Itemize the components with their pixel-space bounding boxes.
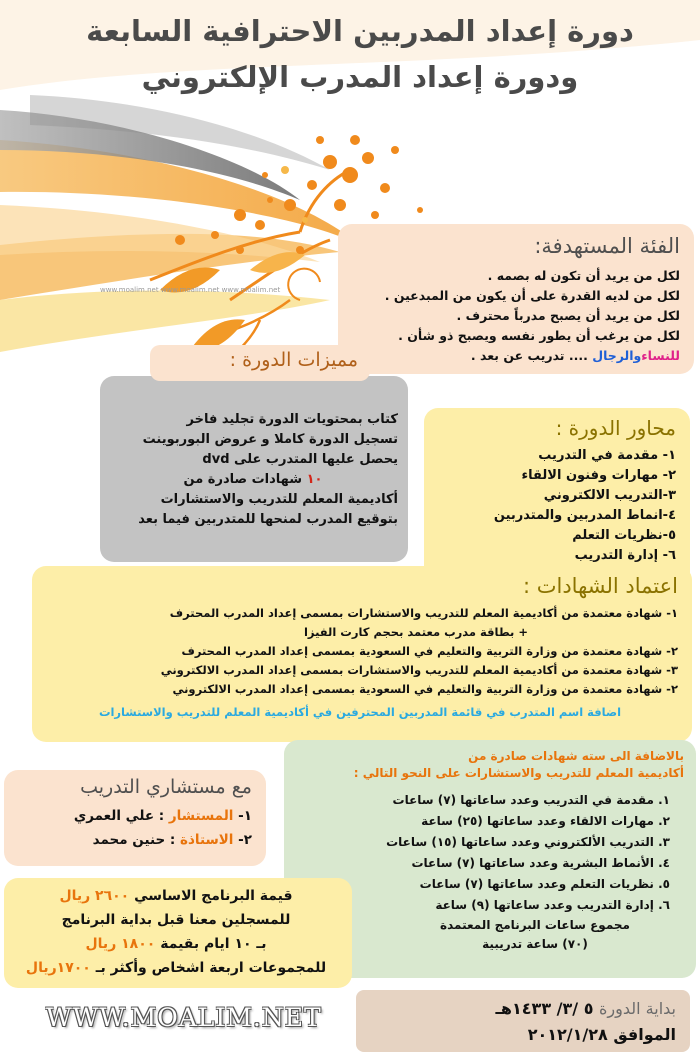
feature-line: بتوقيع المدرب لمنحها للمتدربين فيما بعد [138,512,398,527]
feature-line: يحصل عليها المتدرب على dvd [202,452,398,467]
base-price-value: ٢٦٠٠ ريال [59,888,130,904]
certificate-item: + بطاقة مدرب معتمد بحجم كارت الفيزا [303,625,528,639]
price-line [12,884,340,908]
certificate-item: ٢- شهادة معتمدة من وزارة التربية والتعليم في السعودية بمسمى إعداد المدرب المحترف [181,644,678,658]
feature-line [108,470,398,490]
course-axis-item: ٥-نظريات التعلم [572,528,676,543]
extra-certificate-item: ٦. إدارة التدريب وعدد ساعاتها (٩) ساعة [435,898,670,912]
start-date-box [356,990,690,1052]
consultant-title: المستشار [168,808,234,824]
course-axis-item: ٣-التدريب الالكتروني [543,488,676,503]
target-group-item: لكل من يرغب أن يطور نفسه ويصبح ذو شأن . [398,328,680,343]
feature-certificates-label: شهادات صادرة من [183,472,303,487]
features-box [100,376,408,562]
total-hours-label: مجموع ساعات البرنامج المعتمدة [440,918,630,932]
price-line: للمسجلين معنا قبل بداية البرنامج [61,912,291,928]
extra-certificate-item: ١. مقدمة في التدريب وعدد ساعاتها (٧) ساعات [392,793,670,807]
footer-website: WWW.MOALIM.NET [46,1003,322,1032]
course-axes-heading: محاور الدورة : [555,416,676,440]
certificates-heading: اعتماد الشهادات : [522,574,678,598]
target-group-audience [348,346,680,366]
course-axes-box [424,408,690,588]
title-line-2: ودورة إعداد المدرب الإلكتروني [141,60,579,94]
target-group-item: لكل من يريد أن تكون له بصمه . [487,268,680,283]
consultant-title: الاستاذة [180,832,234,848]
consultant-number: ٢- [238,832,252,848]
consultants-box [4,770,266,866]
consultant-name: : حنين محمد [92,832,176,848]
total-hours-value: (٧٠) ساعة تدريبية [482,937,588,951]
certificate-item: ١- شهادة معتمدة من أكاديمية المعلم للتدريب والاستشارات بمسمى إعداد المدرب المحترف [169,606,678,620]
base-price-label: قيمة البرنامج الاساسي [134,888,293,904]
feature-line: تسجيل الدورة كاملا و عروض البوربوينت [142,432,398,447]
certificates-note: اضافة اسم المتدرب في قائمة المدربين المحترفين في أكاديمية المعلم للتدريب والاستشارات [98,705,622,719]
page-title [60,8,660,100]
price-line [12,956,340,980]
watermark-text: www.moalim.net [221,286,281,294]
feature-line: أكاديمية المعلم للتدريب والاستشارات [160,492,398,507]
target-group-item: لكل من لديه القدرة على أن يكون من المبدعين . [384,288,680,303]
start-date-hijri: ٥ /٣/ ١٤٣٣هـ [495,999,594,1018]
consultant-item [14,804,252,828]
target-group-box [338,224,694,374]
consultants-heading: مع مستشاري التدريب [80,776,252,798]
extra-certificate-item: ٢. مهارات الالقاء وعدد ساعاتها (٢٥) ساعة [421,814,670,828]
features-heading: مميزات الدورة : [229,349,358,371]
certificate-item: ٣- شهادة معتمدة من أكاديمية المعلم للتدريب والاستشارات بمسمى إعداد المدرب الالكتروني [160,663,678,677]
extra-heading-line: أكاديمية المعلم للتدريب والاستشارات على النحو التالي : [353,766,684,780]
target-group-item: لكل من يريد أن يصبح مدرباً محترف . [456,308,680,323]
women-label: للنساء [641,348,680,363]
men-label: والرجال [592,348,642,363]
course-axis-item: ١- مقدمة في التدريب [538,448,676,463]
early-price-value: ١٨٠٠ ريال [85,936,156,952]
certificate-count: ١٠ [306,472,323,487]
start-date-line [366,996,676,1022]
watermark-text: www.moalim.net [160,286,220,294]
extra-heading-line: بالاضافة الى سته شهادات صادرة من [468,749,684,763]
course-axis-item: ٤-انماط المدربين والمتدربين [493,508,676,523]
consultant-number: ١- [238,808,252,824]
extra-certificate-item: ٣. التدريب الألكتروني وعدد ساعاتها (١٥) ساعات [386,835,670,849]
watermark-row [100,286,330,294]
group-price-label: للمجموعات اربعة اشخاص وأكثر بـ [95,960,327,976]
early-price-label: بـ ١٠ ايام بقيمة [160,936,267,952]
extra-certificate-item: ٥. نظريات التعلم وعدد ساعاتها (٧) ساعات [419,877,670,891]
start-date-line [366,1022,676,1048]
start-date-gregorian: ٢٠١٢/١/٢٨ [527,1025,608,1044]
start-date-label: بداية الدورة [599,999,676,1018]
extra-certificate-item: ٤. الأنماط البشرية وعدد ساعاتها (٧) ساعات [411,856,670,870]
feature-line: كتاب بمحتويات الدورة تجليد فاخر [186,412,398,427]
start-date-equiv: الموافق [613,1025,676,1044]
target-group-heading: الفئة المستهدفة: [534,234,680,258]
price-line [12,932,340,956]
consultant-item [14,828,252,852]
consultant-name: : علي العمري [73,808,165,824]
remote-label: .... تدريب عن بعد . [470,348,588,363]
course-axis-item: ٦- إدارة التدريب [574,548,676,563]
course-axis-item: ٢- مهارات وفنون الالقاء [521,468,676,483]
certificates-box [32,566,692,742]
price-box [4,878,352,988]
title-line-1: دورة إعداد المدربين الاحترافية السابعة [86,14,634,48]
features-heading-box [150,345,370,381]
watermark-text: www.moalim.net [100,286,159,294]
group-price-value: ١٧٠٠ريال [25,960,91,976]
certificate-item: ٢- شهادة معتمدة من وزارة التربية والتعليم في السعودية بمسمى إعداد المدرب الالكتروني [172,682,678,696]
